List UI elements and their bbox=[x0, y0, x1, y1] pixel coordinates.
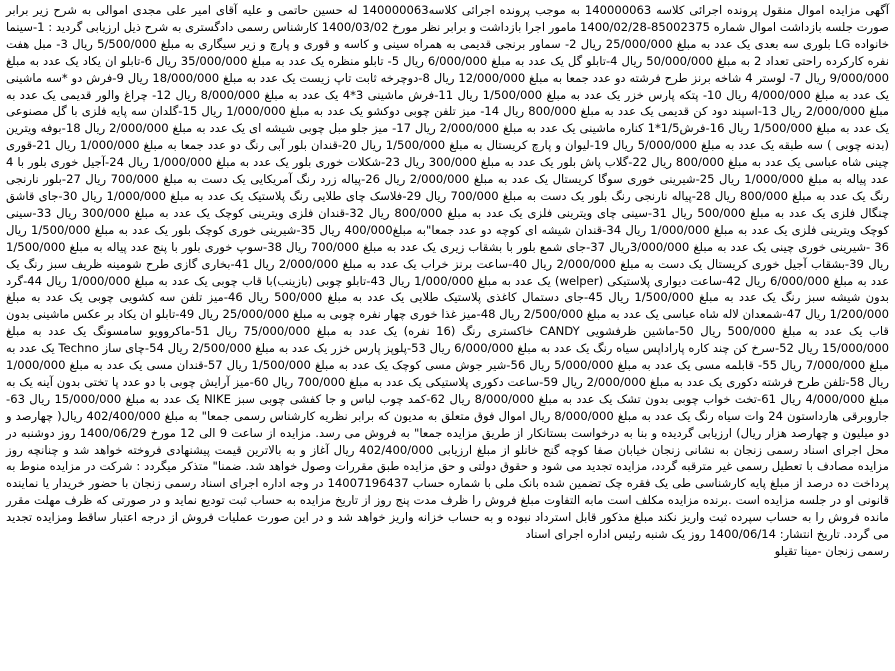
notice-body: آگهی مزایده اموال منقول پرونده اجرائی کلاسه 140000063 به موجب پرونده اجرائی کلاسه140000063 له حسین حاتمی و علیه آقای امیر علی مجدی اموالی به شرح زیر برابر صورت جلسه بازداشت اموال شماره 85002375-1400/02/28 مامور اجرا بازداشت و برابر نظر مورخ 1400/03/02 کارشناس رسمی دادگستری به شرح ذیل ارزیابی گردید : 1-سینما خانواده LG بلوری سه بعدی یک عدد به مبلغ 25/000/000 ریال 2- سماور برنجی قدیمی به همراه سینی و کاسه و قوری و پارچ و زیر سیگاری به مبلغ 5/500/000 ریال 3- مبل هفت نفره کارکرده راحتی تعداد 2 به مبلغ 50/000/000 ریال 4-تابلو گل یک عدد به مبلغ 6/000/000 ریال 5- تابلو منظره یک عدد به مبلغ 35/000/000 ریال 6-تابلو ان یکاد یک عدد به مبلغ 9/000/000 ریال 7- لوستر 4 شاخه برنز طرح فرشته دو عدد جمعا به مبلغ 12/000/000 ریال 8-دوچرخه ثابت تاپ زیست یک عدد به مبلغ 18/000/000 ریال 9-فرش دو *سه ماشینی یک عدد به مبلغ 4/000/000 ریال 10- پتکه پارس خزر یک عدد به مبلغ 1/500/000 ریال 11-فرش ماشینی 3*4 یک عدد به مبلغ 8/000/000 ریال 12- چراغ والور قدیمی یک عدد به مبلغ 2/000/000 ریال 13-اسپند دود کن قدیمی یک عدد به مبلغ 800/000 ریال 14- میز تلفن چوبی دوکشو یک عدد به مبلغ 1/000/000 ریال 15-گلدان سه پایه فلزی با گل مصنوعی یک عدد به مبلغ 1/500/000 ریال 16-فرش1/5*1 کناره ماشینی یک عدد به مبلغ 2/000/000 ریال 17- میز جلو مبل چوبی شیشه ای یک عدد به مبلغ 2/000/000 ریال 18-بوفه ویترین (بدنه چوبی ) سه طبقه یک عدد به مبلغ 5/000/000 ریال 19-لیوان و پارچ کریستال به مبلغ 1/500/000 ریال 20-قندان بلور آبی رنگ دو عدد جمعا به مبلغ 1/000/000 ریال 21-قوری چینی شاه عباسی یک عدد به مبلغ 800/000 ریال 22-گلاب پاش بلور یک عدد به مبلغ 300/000 ریال 23-شکلات خوری بلور یک عدد به مبلغ 1/000/000 ریال 24-آجیل خوری بلور با 4 عدد پیاله به مبلغ 1/000/000 ریال 25-شیرینی خوری سوگا کریستال یک عدد به مبلغ 2/000/000 ریال 26-پیاله زرد رنگ آمریکایی یک دست به مبلغ 700/000 ریال 27-بلور نارنجی رنگ یک عدد به مبلغ 800/000 ریال 28-پیاله نارنجی رنگ بلور یک دست به مبلغ 700/000 ریال 29-فلاسک چای طلایی رنگ پلاستیک یک عدد به مبلغ 1/000/000 ریال 30-جای قاشق چنگال فلزی یک عدد به مبلغ 500/000 ریال 31-سینی چای ویترینی فلزی یک عدد به مبلغ 800/000 ریال 32-قندان فلزی ویترینی کوچک یک عدد به مبلغ 300/000 ریال 33-سینی کوچک ویترینی فلزی یک عدد به مبلغ 1/000/000 ریال 34-قندان شیشه ای کوچه دو عدد جمعا"به مبلغ400/000 ریال 35-شیرینی خوری کوچک بلور یک عدد به مبلغ 1/500/000 ریال 36 -شیرینی خوری چینی یک عدد به مبلغ 3/000/000ریال 37-جای شمع بلور با بشقاب زیری یک عدد به مبلغ 700/000 ریال 38-سوپ خوری بلور با پنج عدد پیاله به مبلغ 1/500/000 ریال 39-بشقاب آجیل خوری کریستال یک دست به مبلغ 2/000/000 ریال 40-ساعت برنز خراب یک عدد به مبلغ 2/000/000 ریال 41-بخاری گازی طرح شومینه ظریف سبز رنگ یک عدد به مبلغ 6/000/000 ریال 42-ساعت دیواری پلاستیکی (welper) یک عدد به مبلغ 1/000/000 ریال 43-تابلو چوبی (بازینب)با قاب چوبی یک عدد به مبلغ 1/000/000 ریال 44-گرد بدون شیشه سبز رنگ یک عدد به مبلغ 1/500/000 ریال 45-جای دستمال کاغذی پلاستیک طلایی یک عدد به مبلغ 500/000 ریال 46-میز تلفن سه کشویی چوبی یک عدد به مبلغ 1/200/000 ریال 47-شمعدان لاله شاه عباسی یک عدد به مبلغ 2/500/000 ریال 48-میز غذا خوری چهار نفره چوبی به مبلغ 25/000/000 ریال 49-تابلو ان یکاد بر عکس ماشینی بدون قاب یک عدد به مبلغ 500/000 ریال 50-ماشین ظرفشویی CANDY خاکستری رنگ (16 نفره) یک عدد به مبلغ 75/000/000 ریال 51-ماکروویو سامسونگ یک عدد به مبلغ 15/000/000 ریال 52-سرخ کن چند کاره پاراداپس سیاه رنگ یک عدد به مبلغ 6/000/000 ریال 53-پلوپز پارس خزر یک عدد به مبلغ 2/500/000 ریال 54-چای ساز Techno یک عدد به مبلغ 7/000/000 ریال 55- قابلمه مسی یک عدد به مبلغ 5/000/000 ریال 56-شیر جوش مسی کوچک یک عدد به مبلغ 1/500/000 ریال 57-قندان مسی یک عدد به مبلغ 1/000/000 ریال 58-تلفن طرح فرشته دکوری یک عدد به مبلغ 2/000/000 ریال 59-ساعت دکوری پلاستیکی یک عدد به مبلغ 700/000 ریال 60-میز آرایش چوبی با دو عدد پا تختی بدون آینه یک به مبلغ 4/000/000 ریال 61-تخت خواب چوبی بدون تشک یک عدد به مبلغ 8/000/000 ریال 62-کمد چوب لباس و جا کفشی چوبی سبز NIKE یک عدد به مبلغ 15/000/000 ریال 63-جاروبرقی هارداستون 24 وات سیاه رنگ یک عدد به مبلغ 8/000/000 ریال اموال فوق متعلق به مدیون که برابر نظریه کارشناس رسمی جمعا" به مبلغ 402/400/000 ریال( چهارصد و دو میلیون و چهارصد هزار ریال) ارزیابی گردیده و بنا به درخواست بستانکار از طریق مزایده جمعا" به فروش می رسد. مزایده از ساعت 9 الی 12 مورخ 1400/06/29 روز دوشنبه در محل اجرای اسناد رسمی زنجان به نشانی زنجان خیابان صفا کوچه گنج خانلو از مبلغ ارزیابی 402/400/000 ریال آغاز و به بالاترین قیمت پیشنهادی فروخته خواهد شد و چنانچه روز مزایده مصادف با تعطیل رسمی غیر مترقبه گردد، مزایده تجدید می شود و حقوق دولتی و حق مزایده طبق مقررات وصول خواهد شد. ضمنا" متذکر میگردد : شرکت در مزایده منوط به پرداخت ده درصد از مبلغ پایه کارشناسی طی یک فقره چک تضمین شده بانک ملی با شماره حساب 14007196437 در وجه اداره اجرای اسناد رسمی زنجان با حضور خریدار یا نماینده قانونی او در جلسه مزایده است .برنده مزایده مکلف است مابه التفاوت مبلغ فروش را ظرف مدت پنج روز از تاریخ مزایده به حساب ثبت تودیع نماید و در صورتی که ظرف مهلت مقرر مانده فروش را به حساب سپرده ثبت واریز نکند مبلغ مذکور قابل استرداد نبوده و به حساب خزانه واریز خواهد شد و در این صورت عملیات فروش از درجه اعتبار ساقط ومزایده تجدید می گردد. bbox=[6, 3, 890, 542]
notice-text bbox=[6, 2, 889, 560]
publish-date: تاریخ انتشار: 1400/06/14 روز یک شنبه رئیس اداره اجرای اسناد bbox=[525, 527, 840, 542]
signature: رسمی زنجان -مینا تقیلو bbox=[774, 544, 889, 558]
